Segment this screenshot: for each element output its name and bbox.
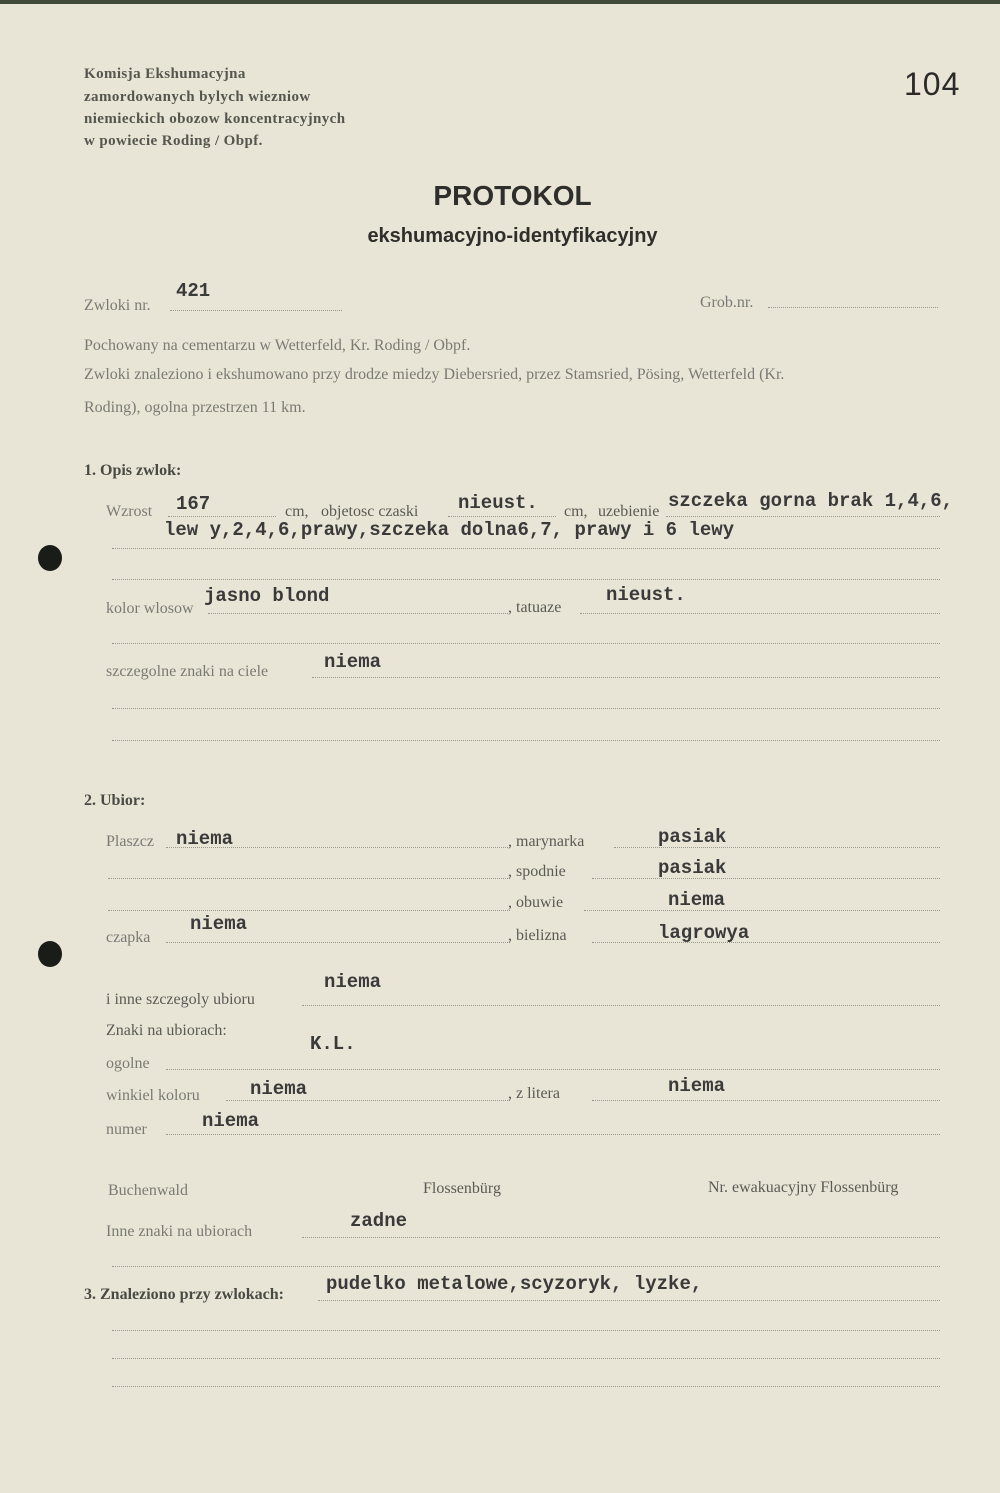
skull-line: [448, 516, 556, 517]
other-clothing-value: niema: [324, 971, 382, 993]
letter-value: niema: [668, 1075, 726, 1097]
teeth-value-line-2: lew y,2,4,6,prawy,szczeka dolna6,7, prawy i 6 lewy: [164, 519, 735, 541]
org-line-4: w powiecie Roding / Obpf.: [84, 133, 263, 149]
teeth-line: [666, 516, 940, 517]
general-marks-label: ogolne: [106, 1055, 150, 1072]
trousers-value: pasiak: [658, 857, 727, 879]
body-marks-label: szczegolne znaki na ciele: [106, 663, 269, 680]
tattoo-value: nieust.: [606, 584, 686, 606]
blank-line-3: [112, 708, 940, 709]
shoes-value: niema: [668, 889, 726, 911]
blank-line-4: [112, 740, 940, 741]
intro-line-2: Zwloki znaleziono i ekshumowano przy drodze miedzy Diebersried, przez Stamsried, Pösing, Wetterfeld (Kr.: [84, 366, 785, 383]
other-marks-line: [302, 1237, 940, 1238]
punch-hole-upper: [38, 545, 62, 571]
page-number: 104: [904, 66, 961, 102]
hair-value: jasno blond: [204, 585, 330, 607]
buchenwald-label: Buchenwald: [108, 1182, 188, 1199]
underwear-value: lagrowya: [658, 922, 750, 944]
general-marks-line: [166, 1069, 940, 1070]
cm-unit-1: cm,: [285, 503, 309, 520]
height-line: [168, 516, 276, 517]
cap-label: czapka: [106, 929, 151, 946]
height-value: 167: [176, 493, 211, 515]
tattoo-line: [580, 613, 940, 614]
teeth-label: uzebienie: [598, 503, 660, 520]
evacuation-number-label: Nr. ewakuacyjny Flossenbürg: [708, 1179, 899, 1196]
document-subtitle: ekshumacyjno-identyfikacyjny: [367, 225, 658, 247]
blank-line-1: [112, 579, 940, 580]
document-title: PROTOKOL: [433, 180, 592, 211]
coat-value: niema: [176, 828, 234, 850]
underwear-line: [592, 942, 940, 943]
other-marks-label: Inne znaki na ubiorach: [106, 1223, 253, 1240]
found-items-line: [318, 1300, 940, 1301]
blank-line-9: [112, 1358, 940, 1359]
grave-no-label: Grob.nr.: [700, 294, 754, 311]
trousers-label: , spodnie: [508, 863, 566, 880]
general-marks-value: K.L.: [310, 1033, 356, 1055]
hair-label: kolor wlosow: [106, 600, 194, 617]
other-clothing-label: i inne szczegoly ubioru: [106, 991, 255, 1008]
blank-line-7: [112, 1266, 940, 1267]
teeth-continuation-line: [112, 548, 940, 549]
tattoo-label: , tatuaze: [508, 599, 562, 616]
blank-line-8: [112, 1330, 940, 1331]
blank-line-10: [112, 1386, 940, 1387]
clothing-marks-label: Znaki na ubiorach:: [106, 1022, 227, 1039]
skull-label: objetosc czaski: [321, 503, 419, 520]
skull-value: nieust.: [458, 492, 538, 514]
underwear-label: , bielizna: [508, 927, 567, 944]
org-line-2: zamordowanych bylych wiezniow: [84, 89, 311, 105]
other-clothing-line: [302, 1005, 940, 1006]
number-label: numer: [106, 1121, 147, 1138]
section-3-heading: 3. Znaleziono przy zwlokach:: [84, 1286, 284, 1303]
triangle-color-label: winkiel koloru: [106, 1087, 200, 1104]
triangle-color-value: niema: [250, 1078, 308, 1100]
body-no-line: [170, 310, 342, 311]
shoes-line: [584, 910, 940, 911]
jacket-label: , marynarka: [508, 833, 585, 850]
body-marks-line: [312, 677, 940, 678]
teeth-value-line-1: szczeka gorna brak 1,4,6,: [668, 490, 954, 512]
blank-line-6: [108, 910, 510, 911]
height-label: Wzrost: [106, 503, 153, 520]
cm-unit-2: cm,: [564, 503, 588, 520]
cap-value: niema: [190, 913, 248, 935]
jacket-value: pasiak: [658, 826, 727, 848]
other-marks-value: zadne: [350, 1210, 408, 1232]
number-value: niema: [202, 1110, 260, 1132]
grave-no-line: [768, 307, 938, 308]
triangle-color-line: [226, 1100, 510, 1101]
letter-label: , z litera: [508, 1085, 560, 1102]
flossenburg-label: Flossenbürg: [423, 1180, 501, 1197]
top-edge-strip: [0, 0, 1000, 4]
section-1-heading: 1. Opis zwlok:: [84, 462, 182, 479]
blank-line-5: [108, 878, 510, 879]
letter-line: [592, 1100, 940, 1101]
trousers-line: [592, 878, 940, 879]
blank-line-2: [112, 643, 940, 644]
intro-line-1: Pochowany na cementarzu w Wetterfeld, Kr. Roding / Obpf.: [84, 337, 471, 354]
body-no-value: 421: [176, 280, 211, 302]
intro-line-3: Roding), ogolna przestrzen 11 km.: [84, 399, 306, 416]
number-line: [166, 1134, 940, 1135]
section-2-heading: 2. Ubior:: [84, 792, 146, 809]
body-no-label: Zwloki nr.: [84, 297, 151, 314]
found-items-value: pudelko metalowe,scyzoryk, lyzke,: [326, 1273, 703, 1295]
coat-label: Plaszcz: [106, 833, 154, 850]
body-marks-value: niema: [324, 651, 382, 673]
cap-line: [166, 942, 510, 943]
org-line-3: niemieckich obozow koncentracyjnych: [84, 111, 346, 127]
hair-line: [208, 613, 508, 614]
punch-hole-lower: [38, 941, 62, 967]
org-line-1: Komisja Ekshumacyjna: [84, 66, 246, 82]
shoes-label: , obuwie: [508, 894, 564, 911]
